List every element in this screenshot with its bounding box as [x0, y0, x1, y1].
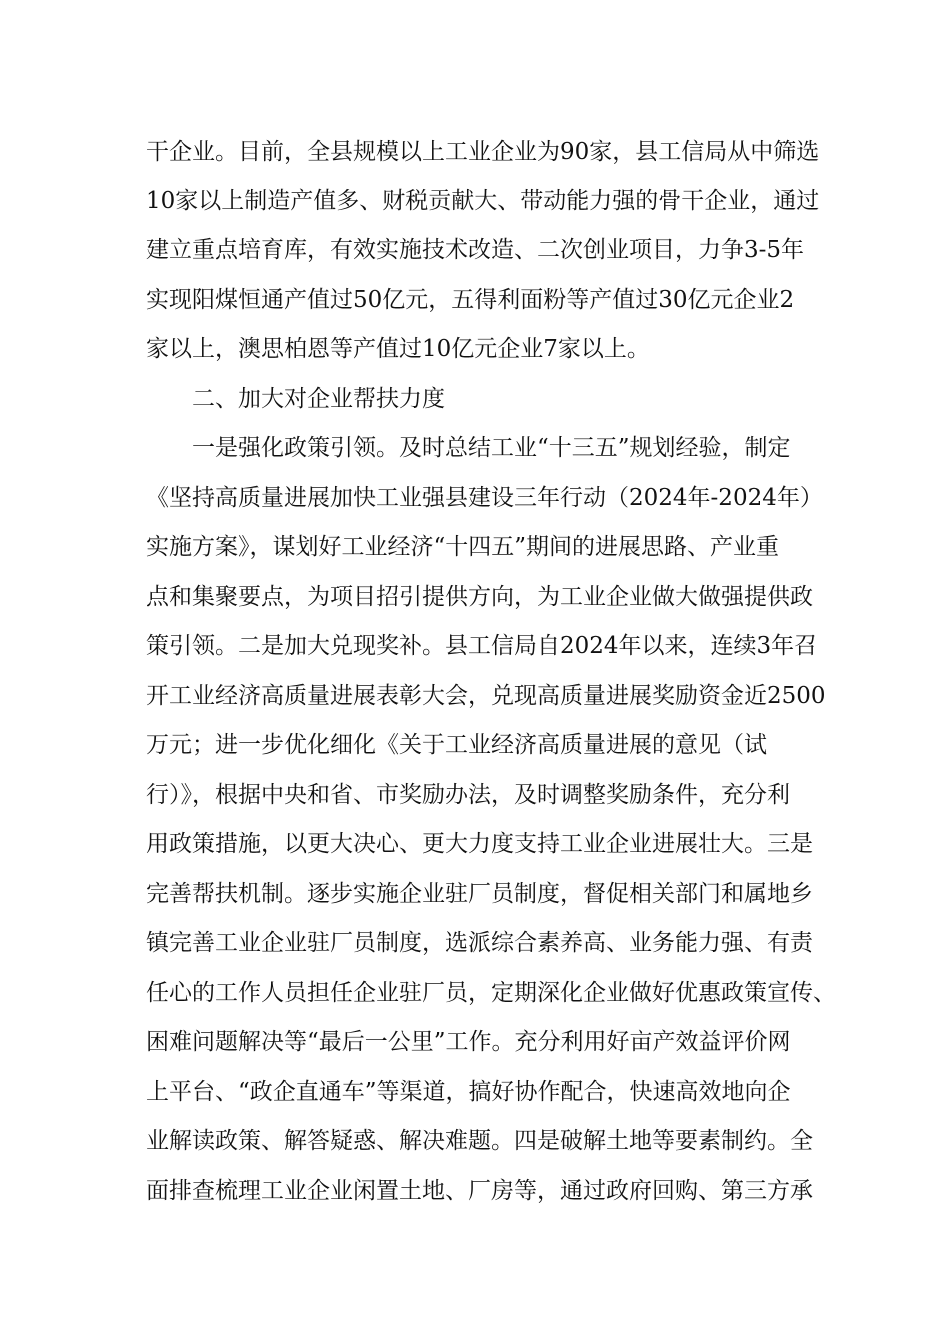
text-line: 策引领。二是加大兑现奖补。县工信局自2024年以来，连续3年召	[146, 633, 818, 659]
text-line: 点和集聚要点，为项目招引提供方向，为工业企业做大做强提供政	[146, 584, 813, 610]
text-line: 一是强化政策引领。及时总结工业“十三五”规划经验，制定	[192, 435, 791, 461]
text-line: 困难问题解决等“最后一公里”工作。充分利用好亩产效益评价网	[146, 1029, 791, 1055]
text-line: 10家以上制造产值多、财税贡献大、带动能力强的骨干企业，通过	[146, 188, 820, 214]
text-line: 完善帮扶机制。逐步实施企业驻厂员制度，督促相关部门和属地乡	[146, 881, 813, 907]
text-line: 实施方案》，谋划好工业经济“十四五”期间的进展思路、产业重	[146, 534, 780, 560]
text-line: 上平台、“政企直通车”等渠道，搞好协作配合，快速高效地向企	[146, 1079, 791, 1105]
text-line: 镇完善工业企业驻厂员制度，选派综合素养高、业务能力强、有责	[146, 930, 813, 956]
text-line: 实现阳煤恒通产值过50亿元，五得利面粉等产值过30亿元企业2	[146, 287, 795, 313]
text-line: 任心的工作人员担任企业驻厂员，定期深化企业做好优惠政策宣传、	[146, 980, 836, 1006]
text-line: 面排查梳理工业企业闲置土地、厂房等，通过政府回购、第三方承	[146, 1178, 813, 1204]
text-line: 业解读政策、解答疑惑、解决难题。四是破解土地等要素制约。全	[146, 1128, 813, 1154]
text-line: 干企业。目前，全县规模以上工业企业为90家，县工信局从中筛选	[146, 139, 820, 165]
text-line: 开工业经济高质量进展表彰大会，兑现高质量进展奖励资金近2500	[146, 683, 826, 709]
section-heading: 二、加大对企业帮扶力度	[192, 386, 445, 412]
text-line: 建立重点培育库，有效实施技术改造、二次创业项目，力争3-5年	[146, 237, 805, 263]
text-line: 万元；进一步优化细化《关于工业经济高质量进展的意见（试	[146, 732, 767, 758]
text-line: 行）》，根据中央和省、市奖励办法，及时调整奖励条件，充分利	[146, 782, 790, 808]
text-line: 家以上，澳思柏恩等产值过10亿元企业7家以上。	[146, 336, 650, 362]
text-line: 用政策措施，以更大决心、更大力度支持工业企业进展壮大。三是	[146, 831, 813, 857]
text-line: 《坚持高质量进展加快工业强县建设三年行动（2024年-2024年）	[146, 485, 823, 511]
